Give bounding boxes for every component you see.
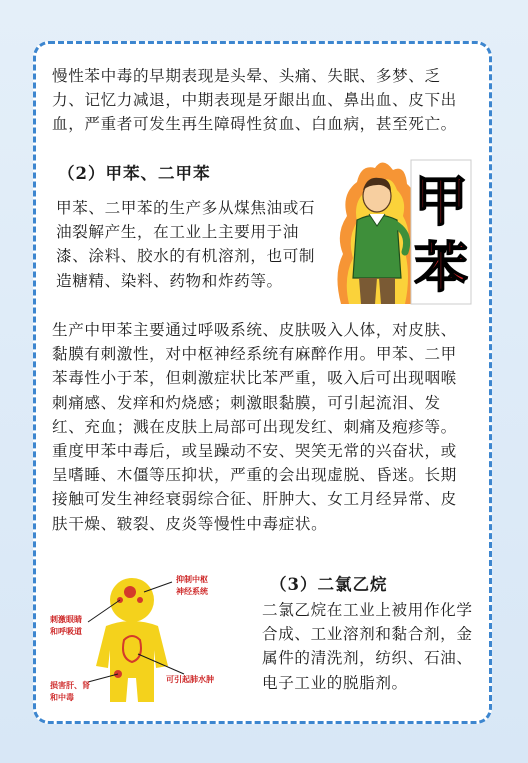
label-liver-line1: 损害肝、肾 bbox=[50, 681, 90, 690]
section-heading-toluene: （2）甲苯、二甲苯 bbox=[58, 164, 211, 183]
toluene-paragraph-2: 生产中甲苯主要通过呼吸系统、皮肤吸入人体，对皮肤、黏膜有刺激性，对中枢神经系统有麻醉作用。甲苯、二甲苯毒性小于苯，但刺激症状比苯严重，吸入后可出现咽喉刺痛感、发痒和灼烧感；刺激眼黏膜，可引起流泪、发红、充血；溅在皮肤上局部可出现发红、刺痛及疱疹等。重度甲苯中毒后，或呈躁动不安、哭笑无常的兴奋状，或呈嗜睡、木僵等压抑状，严重的会出现虚脱、昏迷。长期接触可发生神经衰弱综合征、肝肿大、女工月经异常、皮肤干燥、皲裂、皮炎等慢性中毒症状。 bbox=[52, 321, 457, 533]
sign-character-1: 甲 bbox=[414, 170, 468, 233]
label-cns-line2: 神经系统 bbox=[176, 587, 208, 596]
label-eyes-line1: 刺激眼睛 bbox=[50, 615, 82, 624]
section-heading-dce: （3）二氯乙烷 bbox=[270, 575, 388, 594]
toluene-paragraph-1: 甲苯、二甲苯的生产多从煤焦油或石油裂解产生，在工业上主要用于油漆、涂料、胶水的有机溶剂，也可制造糖精、染料、药物和炸药等。 bbox=[56, 199, 316, 290]
dce-body-diagram bbox=[48, 570, 240, 708]
label-lung: 可引起肺水肿 bbox=[166, 675, 214, 684]
sign-character-2: 苯 bbox=[414, 236, 468, 299]
intro-paragraph: 慢性苯中毒的早期表现是头晕、头痛、失眠、多梦、乏力、记忆力减退，中期表现是牙龈出血、鼻出血、皮下出血，严重者可发生再生障碍性贫血、白血病，甚至死亡。 bbox=[52, 67, 457, 134]
label-eyes-line2: 和呼吸道 bbox=[50, 627, 82, 636]
label-liver-line2: 和中毒 bbox=[50, 693, 74, 702]
label-cns-line1: 抑制中枢 bbox=[176, 575, 208, 584]
dce-paragraph: 二氯乙烷在工业上被用作化学合成、工业溶剂和黏合剂，金属件的清洗剂，纺织、石油、电子工业的脱脂剂。 bbox=[262, 601, 473, 692]
toluene-illustration bbox=[331, 154, 473, 310]
